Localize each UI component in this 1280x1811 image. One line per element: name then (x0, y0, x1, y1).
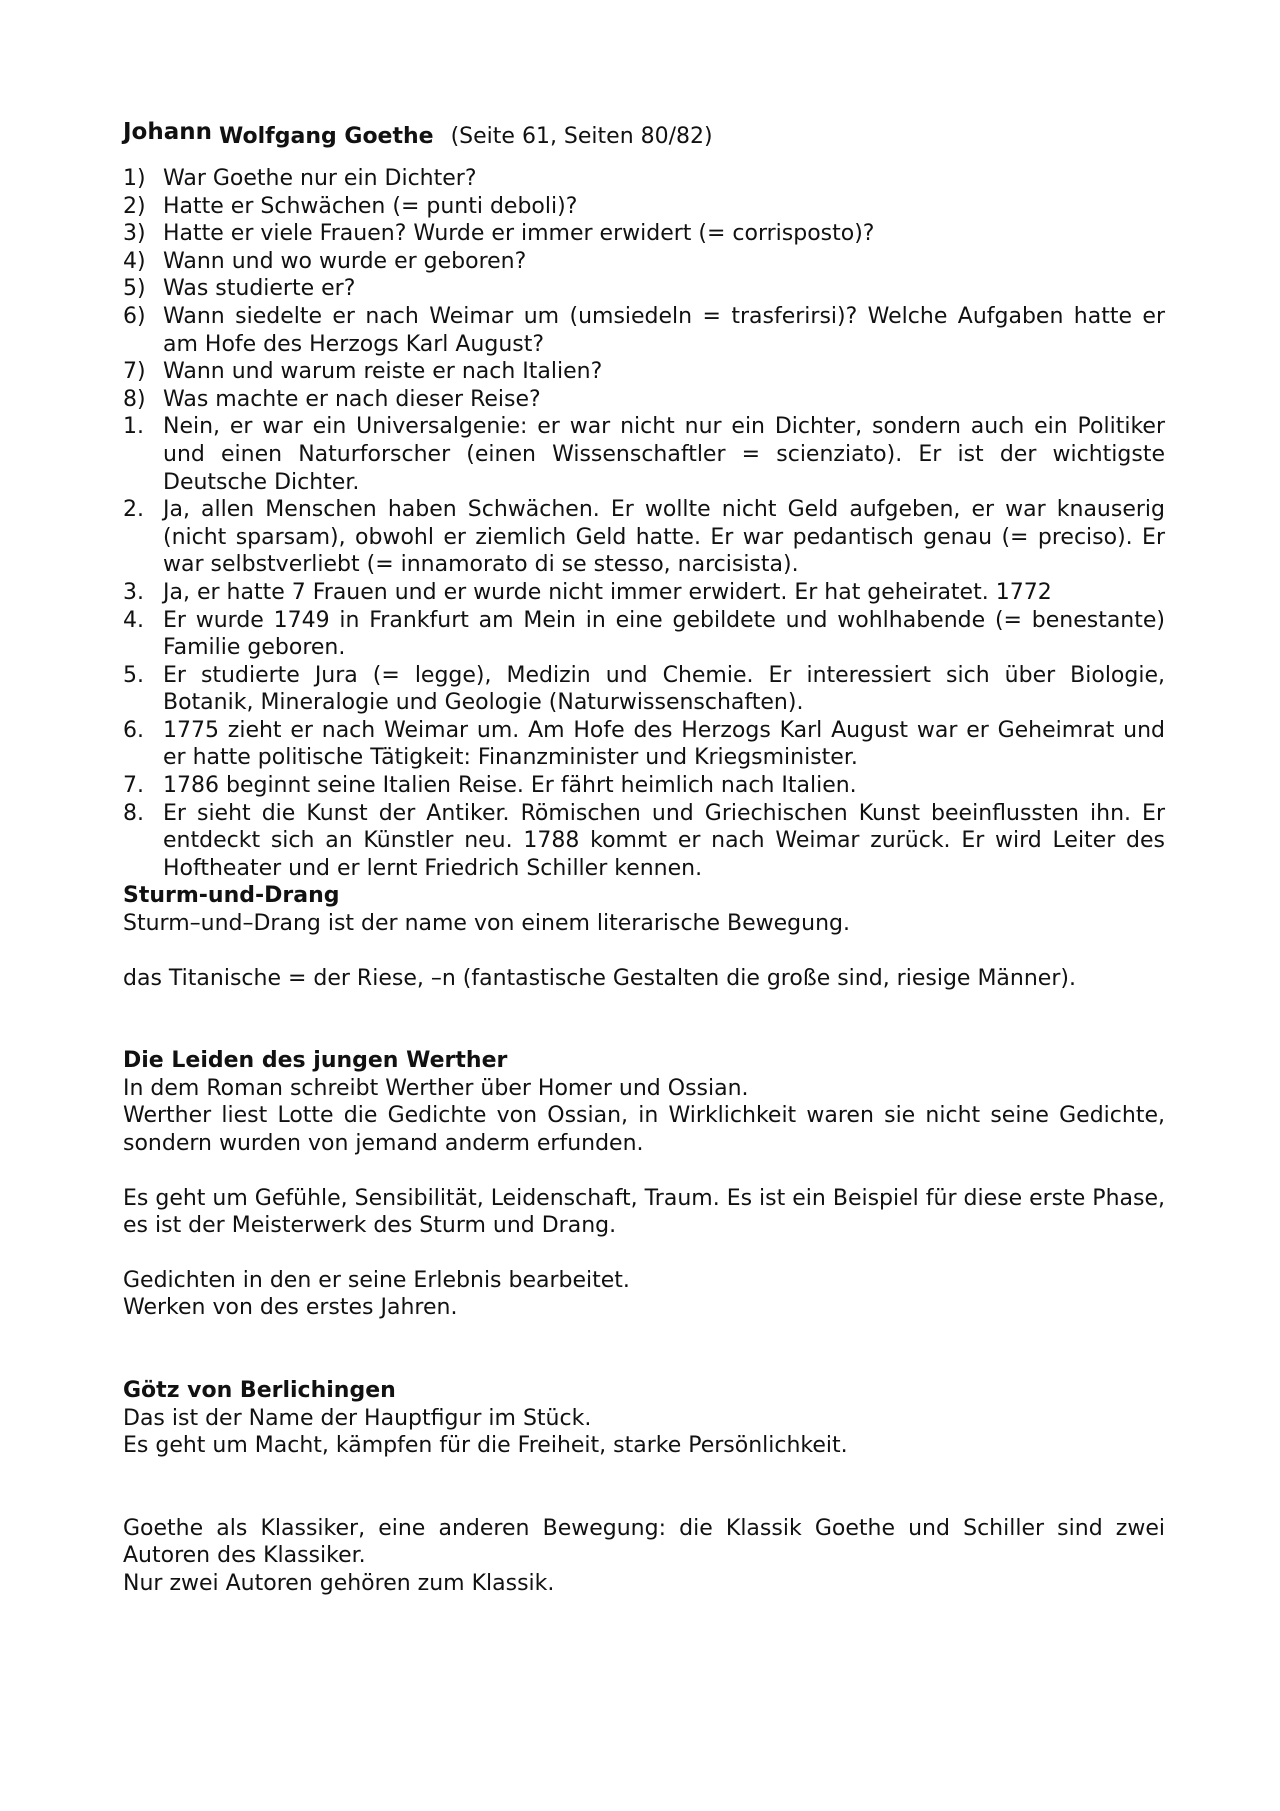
question-list (123, 165, 1165, 413)
question-text: Wann und warum reiste er nach Italien? (163, 359, 603, 385)
question-number: 3) (123, 221, 146, 247)
title-first-name: Johann (123, 119, 213, 145)
title-page-reference: (Seite 61, Seiten 80/82) (450, 124, 713, 149)
answer-item (123, 579, 1165, 607)
answer-item (123, 717, 1165, 772)
paragraph: Es geht um Macht, kämpfen für die Freiheit, starke Persönlichkeit. (123, 1433, 848, 1459)
question-item (123, 248, 1165, 276)
paragraph: Werken von des erstes Jahren. (123, 1295, 458, 1321)
question-item (123, 275, 1165, 303)
document-title (123, 118, 1165, 151)
paragraph: Werther liest Lotte die Gedichte von Ossian, in Wirklichkeit waren sie nicht seine Gedichte, sondern wurden von jemand anderm erfunden. (123, 1103, 1165, 1156)
spacer (123, 1240, 1165, 1267)
question-text: Hatte er viele Frauen? Wurde er immer erwidert (= corrisposto)? (163, 221, 875, 247)
paragraph: Das ist der Name der Hauptfigur im Stück. (123, 1405, 592, 1431)
paragraph: Sturm–und–Drang ist der name von einem literarische Bewegung. (123, 911, 850, 937)
spacer (123, 992, 1165, 1047)
question-item (123, 165, 1165, 193)
question-item (123, 358, 1165, 386)
paragraph: das Titanische = der Riese, –n (fantastische Gestalten die große sind, riesige Männer). (123, 965, 1076, 991)
answer-text: 1786 beginnt seine Italien Reise. Er fährt heimlich nach Italien. (163, 773, 857, 799)
question-number: 7) (123, 359, 146, 385)
title-rest-name: Wolfgang Goethe (219, 124, 434, 149)
answer-number: 2. (123, 497, 144, 523)
paragraph: In dem Roman schreibt Werther über Homer und Ossian. (123, 1075, 749, 1101)
answer-text: Er wurde 1749 in Frankfurt am Mein in eine gebildete und wohlhabende (= benestante) Familie geboren. (163, 607, 1165, 661)
paragraph: Gedichten in den er seine Erlebnis bearbeitet. (123, 1267, 630, 1293)
answer-text: Ja, allen Menschen haben Schwächen. Er wollte nicht Geld aufgeben, er war knauserig (nicht sparsam), obwohl er ziemlich Geld hatte. Er war pedantisch genau (= preciso). Er war selbstverliebt (= innamorato di se stesso, narcisista). (163, 497, 1165, 578)
section-title-werther: Die Leiden des jungen Werther (123, 1048, 508, 1074)
answer-item (123, 496, 1165, 579)
question-text: War Goethe nur ein Dichter? (163, 166, 477, 191)
question-text: Hatte er Schwächen (= punti deboli)? (163, 193, 578, 219)
answer-item (123, 662, 1165, 717)
question-item (123, 220, 1165, 248)
answer-text: 1775 zieht er nach Weimar um. Am Hofe des Herzogs Karl August war er Geheimrat und er hatte politische Tätigkeit: Finanzminister und Kriegsminister. (163, 717, 1165, 771)
answer-item (123, 800, 1165, 883)
spacer (123, 1158, 1165, 1185)
answer-number: 5. (123, 662, 144, 688)
answer-number: 3. (123, 579, 144, 605)
question-text: Wann und wo wurde er geboren? (163, 248, 527, 274)
answer-number: 4. (123, 607, 144, 633)
answer-number: 8. (123, 800, 144, 826)
question-text: Was machte er nach dieser Reise? (163, 386, 541, 412)
answer-text: Er studierte Jura (= legge), Medizin und Chemie. Er interessiert sich über Biologie, Botanik, Mineralogie und Geologie (Naturwissenschaften). (163, 662, 1165, 716)
paragraph: Goethe als Klassiker, eine anderen Bewegung: die Klassik Goethe und Schiller sind zwei Autoren des Klassiker. (123, 1515, 1165, 1569)
answer-item (123, 607, 1165, 662)
answer-item (123, 772, 1165, 800)
document-page (123, 118, 1165, 1598)
question-text: Was studierte er? (163, 276, 356, 302)
question-number: 5) (123, 276, 146, 302)
answer-list (123, 413, 1165, 882)
question-item (123, 386, 1165, 414)
spacer (123, 1322, 1165, 1377)
answer-text: Er sieht die Kunst der Antiker. Römischen und Griechischen Kunst beeinflussten ihn. Er entdeckt sich an Künstler neu. 1788 kommt er nach Weimar zurück. Er wird Leiter des Hoftheater und er lernt Friedrich Schiller kennen. (163, 800, 1165, 881)
question-item (123, 193, 1165, 221)
section-title-goetz: Götz von Berlichingen (123, 1377, 396, 1403)
answer-item (123, 413, 1165, 496)
question-number: 1) (123, 166, 146, 191)
section-title-sturm-und-drang: Sturm-und-Drang (123, 883, 340, 909)
paragraph: Es geht um Gefühle, Sensibilität, Leidenschaft, Traum. Es ist ein Beispiel für diese erste Phase, es ist der Meisterwerk des Sturm und Drang. (123, 1185, 1165, 1239)
spacer (123, 1460, 1165, 1515)
question-item (123, 303, 1165, 358)
question-text: Wann siedelte er nach Weimar um (umsiedeln = trasferirsi)? Welche Aufgaben hatte er am Hofe des Herzogs Karl August? (163, 303, 1165, 357)
answer-text: Nein, er war ein Universalgenie: er war nicht nur ein Dichter, sondern auch ein Politiker und einen Naturforscher (einen Wissenschaftler = scienziato). Er ist der wichtigste Deutsche Dichter. (163, 414, 1165, 495)
answer-number: 7. (123, 773, 144, 799)
spacer (123, 938, 1165, 965)
answer-number: 1. (123, 414, 144, 440)
question-number: 8) (123, 386, 146, 412)
question-number: 4) (123, 248, 146, 274)
question-number: 6) (123, 303, 146, 329)
paragraph: Nur zwei Autoren gehören zum Klassik. (123, 1570, 555, 1596)
question-number: 2) (123, 193, 146, 219)
answer-number: 6. (123, 717, 144, 743)
answer-text: Ja, er hatte 7 Frauen und er wurde nicht immer erwidert. Er hat geheiratet. 1772 (163, 579, 1052, 605)
